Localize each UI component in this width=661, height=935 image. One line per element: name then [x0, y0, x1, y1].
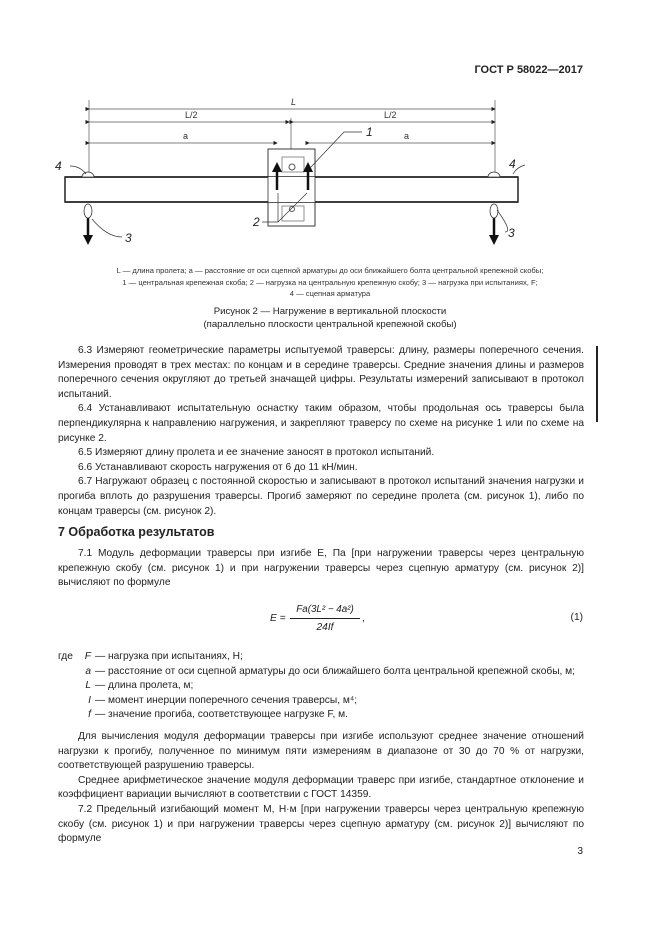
dim-half-label: L/2: [185, 110, 198, 120]
formula-numerator: Fa(3L² − 4a²): [290, 603, 360, 619]
formula-denominator: 24If: [316, 622, 334, 633]
paragraph: 6.4 Устанавливают испытательную оснастку таким образом, чтобы продольная ось траверсы была перпендикулярна к направлению нагружения, и закрепляют траверсу по схеме на рисунке 1 или по схеме на рисунке 2.: [58, 403, 584, 444]
legend-line: 1 — центральная крепежная скоба; 2 — нагрузка на центральную крепежную скобу; 3 — нагрузка при испытаниях, F;: [122, 277, 538, 287]
formula-lhs: E =: [270, 613, 286, 624]
paragraph: 6.5 Измеряют длину пролета и ее значение заносят в протокол испытаний.: [78, 447, 435, 459]
paragraph-7-1: 7.1 Модуль деформации траверсы при изгибе E, Па [при нагружении траверсы через центральную крепежную скобу (см. рисунок 1) и при нагружении траверсы через сцепную арматуру (см. рисунок 2)] вычисляют по формуле: [58, 548, 584, 589]
where-label: где: [58, 651, 73, 662]
definition: I — момент инерции поперечного сечения траверсы, м⁴;: [88, 694, 358, 706]
standard-header: ГОСТ Р 58022—2017: [474, 64, 583, 76]
definition: f — значение прогиба, соответствующее нагрузке F, м.: [88, 709, 348, 721]
caption-line: (параллельно плоскости центральной крепежной скобы): [203, 319, 457, 330]
figure-legend: [40, 265, 620, 300]
formula-tail: ,: [362, 613, 365, 624]
definition: L — длина пролета, м;: [85, 680, 194, 692]
paragraph: 6.6 Устанавливают скорость нагружения от 6 до 11 кН/мин.: [78, 461, 358, 473]
formula-1: [0, 600, 661, 640]
caption-line: Рисунок 2 — Нагружение в вертикальной плоскости: [213, 306, 447, 317]
label-3: 3: [508, 226, 515, 240]
section-title: 7 Обработка результатов: [58, 525, 215, 539]
dim-half-label: L/2: [384, 110, 397, 120]
definition: a — расстояние от оси сцепной арматуры до оси ближайшего болта центральной крепежной скобы, м;: [85, 665, 576, 677]
definitions-list: [58, 650, 584, 723]
paragraph: Для вычисления модуля деформации траверсы при изгибе используют среднее значение отношений нагрузки к прогибу, полученное по минимум пяти измерениям в диапазоне от 30 до 70 % от нагрузки, соответствующей разрушению траверсы.: [58, 731, 584, 772]
paragraph: Среднее арифметическое значение модуля деформации траверс при изгибе, стандартное отклонение и коэффициент вариации вычисляют в соответствии с ГОСТ 14359.: [58, 774, 584, 801]
closing-paragraphs: [58, 730, 584, 847]
dim-a-label: a: [404, 131, 410, 141]
dim-a-label: a: [183, 131, 189, 141]
legend-line: 4 — сцепная арматура: [289, 289, 371, 298]
formula-number: (1): [570, 612, 583, 623]
paragraph: 7.2 Предельный изгибающий момент M, Н·м [при нагружении траверсы через центральную крепежную скобу (см. рисунок 1) и при нагружении траверсы через сцепную арматуру (см. рисунок 2)] вычисляют по формуле: [58, 803, 584, 845]
label-4: 4: [509, 157, 516, 171]
section-6-paragraphs: [58, 344, 584, 519]
figure-2-diagram: [0, 0, 661, 300]
label-3: 3: [125, 231, 132, 245]
paragraph: 6.3 Измеряют геометрические параметры испытуемой траверсы: длину, размеры поперечного сечения. Измерения проводят в трех местах: по концам и в середине траверсы. Средние значения длины и размеров поперечного сечения округляют до третьей значащей цифры. Результаты измерений записывают в протокол испытаний.: [58, 345, 584, 400]
definition: F — нагрузка при испытаниях, Н;: [84, 651, 243, 662]
label-2: 2: [253, 215, 260, 229]
change-bar: [596, 346, 598, 422]
paragraph: 6.7 Нагружают образец с постоянной скоростью и записывают в протокол испытаний значения нагрузки и прогиба вплоть до разрушения траверсы. Прогиб замеряют по середине пролета (см. рисунок 1), либо по концам траверсы (см. рисунок 2).: [58, 476, 584, 517]
legend-line: L — длина пролета; a — расстояние от оси сцепной арматуры до оси ближайшего болта центральной крепежной скобы;: [116, 266, 544, 275]
label-4: 4: [55, 159, 62, 173]
dim-L-label: L: [291, 97, 297, 107]
figure-caption: [40, 305, 620, 331]
page-number: 3: [577, 846, 583, 857]
label-1: 1: [366, 125, 373, 139]
